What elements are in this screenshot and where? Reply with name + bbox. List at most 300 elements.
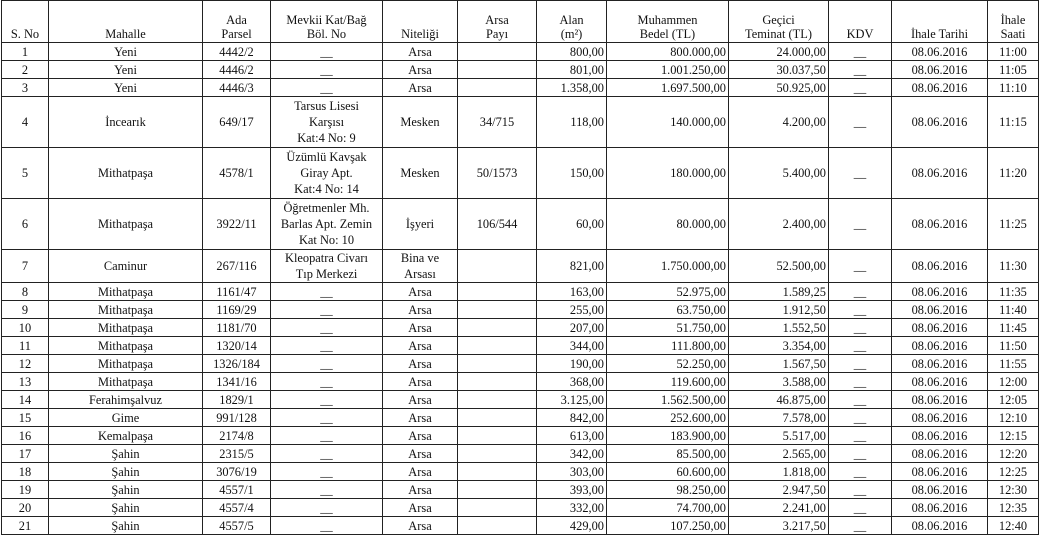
cell-nitelik <box>383 409 458 427</box>
cell-bedel: 74.700,00 <box>607 499 729 517</box>
cell-alan: 60,00 <box>537 199 607 250</box>
cell-alan: 1.358,00 <box>537 79 607 97</box>
cell-nitelik-line: Arsa <box>408 428 432 443</box>
cell-ada: 991/128 <box>203 409 271 427</box>
cell-saat: 12:00 <box>988 373 1039 391</box>
cell-sno: 19 <box>2 481 49 499</box>
cell-tarih: 08.06.2016 <box>892 148 988 199</box>
cell-saat: 11:35 <box>988 283 1039 301</box>
cell-nitelik <box>383 61 458 79</box>
table-row <box>2 499 1039 517</box>
cell-nitelik-line: Arsa <box>408 500 432 515</box>
cell-alan: 190,00 <box>537 355 607 373</box>
cell-pay <box>458 373 537 391</box>
cell-ada: 649/17 <box>203 97 271 148</box>
cell-saat: 11:50 <box>988 337 1039 355</box>
table-row <box>2 301 1039 319</box>
cell-alan: 800,00 <box>537 43 607 61</box>
cell-pay: 34/715 <box>458 97 537 148</box>
cell-mevkii-line: __ <box>320 62 333 77</box>
cell-tarih: 08.06.2016 <box>892 79 988 97</box>
header-ihale-saati-line: İhale <box>1000 13 1026 27</box>
cell-ada: 4446/2 <box>203 61 271 79</box>
cell-mevkii-line: Üzümlü Kavşak <box>286 150 367 164</box>
table-row <box>2 43 1039 61</box>
cell-mevkii-line: Kat:4 No: 14 <box>294 182 359 196</box>
cell-nitelik <box>383 283 458 301</box>
cell-mevkii-line: __ <box>320 338 333 353</box>
cell-tarih: 08.06.2016 <box>892 301 988 319</box>
cell-ada: 4446/3 <box>203 79 271 97</box>
cell-pay <box>458 445 537 463</box>
cell-tarih: 08.06.2016 <box>892 517 988 535</box>
cell-bedel: 51.750,00 <box>607 319 729 337</box>
cell-mevkii <box>271 391 383 409</box>
cell-sno: 4 <box>2 97 49 148</box>
cell-nitelik-line: Arsa <box>408 80 432 95</box>
cell-nitelik-line: Arsa <box>408 464 432 479</box>
cell-pay <box>458 337 537 355</box>
cell-kdv: __ <box>829 283 892 301</box>
cell-nitelik-line: Mesken <box>400 166 440 180</box>
cell-sno: 5 <box>2 148 49 199</box>
cell-tarih: 08.06.2016 <box>892 43 988 61</box>
cell-alan: 3.125,00 <box>537 391 607 409</box>
table-row <box>2 319 1039 337</box>
cell-mevkii <box>271 427 383 445</box>
cell-nitelik <box>383 517 458 535</box>
cell-mevkii-line: __ <box>320 302 333 317</box>
cell-teminat: 1.589,25 <box>729 283 829 301</box>
cell-bedel: 85.500,00 <box>607 445 729 463</box>
cell-kdv: __ <box>829 319 892 337</box>
cell-teminat: 3.588,00 <box>729 373 829 391</box>
cell-nitelik-line: Arsa <box>408 392 432 407</box>
cell-teminat: 2.241,00 <box>729 499 829 517</box>
cell-tarih: 08.06.2016 <box>892 97 988 148</box>
cell-sno: 14 <box>2 391 49 409</box>
cell-ada: 4442/2 <box>203 43 271 61</box>
cell-kdv: __ <box>829 463 892 481</box>
cell-teminat: 5.517,00 <box>729 427 829 445</box>
cell-mevkii <box>271 517 383 535</box>
cell-alan: 342,00 <box>537 445 607 463</box>
cell-mevkii-line: __ <box>320 464 333 479</box>
cell-teminat: 30.037,50 <box>729 61 829 79</box>
cell-kdv: __ <box>829 481 892 499</box>
cell-mevkii <box>271 337 383 355</box>
cell-mevkii <box>271 148 383 199</box>
cell-teminat: 1.818,00 <box>729 463 829 481</box>
cell-tarih: 08.06.2016 <box>892 199 988 250</box>
header-mevkii-line: Mevkii Kat/Bağ <box>286 13 367 27</box>
cell-nitelik-line: Arsa <box>408 320 432 335</box>
cell-saat: 11:10 <box>988 79 1039 97</box>
cell-bedel: 60.600,00 <box>607 463 729 481</box>
cell-bedel: 1.001.250,00 <box>607 61 729 79</box>
cell-mevkii <box>271 481 383 499</box>
cell-saat: 12:15 <box>988 427 1039 445</box>
cell-sno: 20 <box>2 499 49 517</box>
header-sno-line: S. No <box>10 27 40 41</box>
table-row <box>2 337 1039 355</box>
cell-bedel: 252.600,00 <box>607 409 729 427</box>
cell-mahalle: Mithatpaşa <box>49 283 203 301</box>
table-row <box>2 61 1039 79</box>
header-bedel-line: Bedel (TL) <box>639 27 696 41</box>
table-row <box>2 445 1039 463</box>
cell-tarih: 08.06.2016 <box>892 391 988 409</box>
table-row <box>2 481 1039 499</box>
cell-bedel: 111.800,00 <box>607 337 729 355</box>
cell-alan: 821,00 <box>537 250 607 283</box>
cell-nitelik <box>383 427 458 445</box>
cell-nitelik <box>383 391 458 409</box>
cell-mevkii-line: __ <box>320 356 333 371</box>
cell-mevkii-line: __ <box>320 374 333 389</box>
cell-nitelik-line: Arsa <box>408 482 432 497</box>
table-body <box>2 43 1039 535</box>
table-row <box>2 283 1039 301</box>
cell-ada: 1326/184 <box>203 355 271 373</box>
cell-teminat: 4.200,00 <box>729 97 829 148</box>
cell-mevkii <box>271 301 383 319</box>
table-row <box>2 409 1039 427</box>
cell-sno: 6 <box>2 199 49 250</box>
cell-mevkii <box>271 355 383 373</box>
cell-saat: 11:00 <box>988 43 1039 61</box>
cell-mevkii <box>271 79 383 97</box>
cell-nitelik <box>383 337 458 355</box>
table-row <box>2 79 1039 97</box>
cell-pay <box>458 355 537 373</box>
header-teminat <box>729 1 829 43</box>
cell-mahalle: Mithatpaşa <box>49 301 203 319</box>
cell-pay <box>458 463 537 481</box>
cell-mahalle: Ferahimşalvuz <box>49 391 203 409</box>
cell-alan: 613,00 <box>537 427 607 445</box>
cell-nitelik-line: Arsası <box>404 267 436 281</box>
header-ihale-tarihi-line: İhale Tarihi <box>910 27 969 41</box>
header-teminat-line: Teminat (TL) <box>745 27 812 41</box>
cell-mahalle: Mithatpaşa <box>49 148 203 199</box>
cell-mahalle: Şahin <box>49 481 203 499</box>
cell-bedel: 52.250,00 <box>607 355 729 373</box>
cell-mevkii-line: __ <box>320 482 333 497</box>
cell-mevkii <box>271 373 383 391</box>
header-bedel <box>607 1 729 43</box>
cell-teminat: 2.947,50 <box>729 481 829 499</box>
cell-pay <box>458 499 537 517</box>
cell-alan: 255,00 <box>537 301 607 319</box>
header-mevkii <box>271 1 383 43</box>
cell-teminat: 1.552,50 <box>729 319 829 337</box>
cell-kdv: __ <box>829 97 892 148</box>
cell-nitelik-line: Arsa <box>408 410 432 425</box>
cell-ada: 4557/4 <box>203 499 271 517</box>
cell-teminat: 5.400,00 <box>729 148 829 199</box>
cell-alan: 429,00 <box>537 517 607 535</box>
cell-kdv: __ <box>829 391 892 409</box>
cell-pay <box>458 61 537 79</box>
cell-nitelik <box>383 43 458 61</box>
cell-ada: 4557/1 <box>203 481 271 499</box>
cell-kdv: __ <box>829 499 892 517</box>
table-header-row <box>2 1 1039 43</box>
cell-alan: 344,00 <box>537 337 607 355</box>
header-kdv-line: KDV <box>846 27 874 41</box>
cell-kdv: __ <box>829 373 892 391</box>
cell-mevkii-line: Kat:4 No: 9 <box>297 131 356 145</box>
cell-tarih: 08.06.2016 <box>892 409 988 427</box>
cell-bedel: 98.250,00 <box>607 481 729 499</box>
cell-pay <box>458 250 537 283</box>
header-bedel-line: Muhammen <box>637 13 698 27</box>
cell-ada: 1320/14 <box>203 337 271 355</box>
table-row <box>2 373 1039 391</box>
cell-sno: 1 <box>2 43 49 61</box>
cell-ada: 4557/5 <box>203 517 271 535</box>
table-row <box>2 148 1039 199</box>
cell-pay <box>458 427 537 445</box>
cell-teminat: 24.000,00 <box>729 43 829 61</box>
cell-tarih: 08.06.2016 <box>892 481 988 499</box>
cell-nitelik-line: Arsa <box>408 356 432 371</box>
cell-tarih: 08.06.2016 <box>892 319 988 337</box>
cell-mevkii-line: __ <box>320 446 333 461</box>
table-row <box>2 427 1039 445</box>
cell-ada: 4578/1 <box>203 148 271 199</box>
cell-sno: 7 <box>2 250 49 283</box>
cell-teminat: 2.565,00 <box>729 445 829 463</box>
cell-pay <box>458 517 537 535</box>
cell-mevkii-line: Öğretmenler Mh. <box>283 201 370 215</box>
cell-mahalle: Mithatpaşa <box>49 373 203 391</box>
header-ada-parsel-line: Parsel <box>221 27 252 41</box>
cell-saat: 12:10 <box>988 409 1039 427</box>
cell-sno: 2 <box>2 61 49 79</box>
cell-mevkii <box>271 409 383 427</box>
cell-pay <box>458 301 537 319</box>
cell-mevkii <box>271 61 383 79</box>
cell-mevkii <box>271 445 383 463</box>
cell-teminat: 2.400,00 <box>729 199 829 250</box>
cell-mahalle: Kemalpaşa <box>49 427 203 445</box>
cell-ada: 2315/5 <box>203 445 271 463</box>
header-ada-parsel-line: Ada <box>226 13 247 27</box>
cell-teminat: 3.217,50 <box>729 517 829 535</box>
cell-bedel: 63.750,00 <box>607 301 729 319</box>
cell-mahalle: Mithatpaşa <box>49 337 203 355</box>
cell-teminat: 52.500,00 <box>729 250 829 283</box>
cell-ada: 1169/29 <box>203 301 271 319</box>
cell-nitelik <box>383 463 458 481</box>
cell-nitelik <box>383 301 458 319</box>
cell-kdv: __ <box>829 43 892 61</box>
cell-kdv: __ <box>829 79 892 97</box>
cell-saat: 11:30 <box>988 250 1039 283</box>
header-ada-parsel <box>203 1 271 43</box>
cell-pay <box>458 481 537 499</box>
cell-mevkii-line: Barlas Apt. Zemin <box>280 217 373 231</box>
cell-tarih: 08.06.2016 <box>892 355 988 373</box>
cell-kdv: __ <box>829 337 892 355</box>
cell-sno: 11 <box>2 337 49 355</box>
table-row <box>2 355 1039 373</box>
cell-saat: 12:05 <box>988 391 1039 409</box>
header-mevkii-line: Böl. No <box>306 27 347 41</box>
cell-mevkii-line: __ <box>320 44 333 59</box>
cell-mevkii-line: __ <box>320 518 333 533</box>
auction-table <box>1 0 1039 535</box>
header-kdv <box>829 1 892 43</box>
header-arsa-payi-line: Arsa <box>485 13 509 27</box>
header-teminat-line: Geçici <box>762 13 795 27</box>
cell-mevkii <box>271 97 383 148</box>
cell-sno: 15 <box>2 409 49 427</box>
cell-bedel: 80.000,00 <box>607 199 729 250</box>
cell-sno: 17 <box>2 445 49 463</box>
cell-nitelik <box>383 250 458 283</box>
cell-mevkii <box>271 43 383 61</box>
cell-ada: 1829/1 <box>203 391 271 409</box>
cell-nitelik <box>383 319 458 337</box>
cell-nitelik-line: Arsa <box>408 338 432 353</box>
cell-sno: 9 <box>2 301 49 319</box>
cell-mevkii <box>271 499 383 517</box>
cell-pay: 50/1573 <box>458 148 537 199</box>
cell-nitelik <box>383 445 458 463</box>
cell-mahalle: Caminur <box>49 250 203 283</box>
cell-tarih: 08.06.2016 <box>892 373 988 391</box>
table-row <box>2 97 1039 148</box>
cell-teminat: 1.567,50 <box>729 355 829 373</box>
cell-ada: 1161/47 <box>203 283 271 301</box>
cell-sno: 8 <box>2 283 49 301</box>
cell-alan: 842,00 <box>537 409 607 427</box>
cell-ada: 1181/70 <box>203 319 271 337</box>
cell-pay <box>458 409 537 427</box>
cell-nitelik <box>383 481 458 499</box>
cell-alan: 368,00 <box>537 373 607 391</box>
cell-mahalle: Yeni <box>49 61 203 79</box>
cell-mahalle: Şahin <box>49 499 203 517</box>
cell-saat: 11:40 <box>988 301 1039 319</box>
cell-kdv: __ <box>829 250 892 283</box>
cell-mevkii-line: __ <box>320 284 333 299</box>
cell-tarih: 08.06.2016 <box>892 499 988 517</box>
cell-alan: 150,00 <box>537 148 607 199</box>
cell-mevkii <box>271 199 383 250</box>
cell-mahalle: Yeni <box>49 79 203 97</box>
cell-mevkii <box>271 283 383 301</box>
cell-mevkii <box>271 319 383 337</box>
cell-mahalle: Mithatpaşa <box>49 199 203 250</box>
cell-ada: 2174/8 <box>203 427 271 445</box>
cell-pay <box>458 391 537 409</box>
cell-nitelik-line: Mesken <box>400 115 440 129</box>
cell-nitelik-line: Arsa <box>408 374 432 389</box>
cell-mevkii-line: __ <box>320 410 333 425</box>
header-arsa-payi-line: Payı <box>485 27 509 41</box>
cell-teminat: 3.354,00 <box>729 337 829 355</box>
cell-nitelik-line: Arsa <box>408 518 432 533</box>
cell-kdv: __ <box>829 355 892 373</box>
cell-alan: 118,00 <box>537 97 607 148</box>
cell-mahalle: Gime <box>49 409 203 427</box>
cell-teminat: 50.925,00 <box>729 79 829 97</box>
cell-saat: 11:45 <box>988 319 1039 337</box>
cell-saat: 11:20 <box>988 148 1039 199</box>
cell-nitelik-line: İşyeri <box>405 217 435 231</box>
cell-ada: 3922/11 <box>203 199 271 250</box>
cell-kdv: __ <box>829 199 892 250</box>
header-nitelik <box>383 1 458 43</box>
cell-alan: 332,00 <box>537 499 607 517</box>
cell-bedel: 800.000,00 <box>607 43 729 61</box>
cell-alan: 393,00 <box>537 481 607 499</box>
cell-mevkii-line: __ <box>320 80 333 95</box>
cell-bedel: 180.000,00 <box>607 148 729 199</box>
cell-saat: 12:40 <box>988 517 1039 535</box>
header-sno <box>2 1 49 43</box>
cell-pay: 106/544 <box>458 199 537 250</box>
cell-nitelik-line: Arsa <box>408 446 432 461</box>
cell-alan: 801,00 <box>537 61 607 79</box>
cell-nitelik <box>383 355 458 373</box>
cell-kdv: __ <box>829 301 892 319</box>
cell-ada: 3076/19 <box>203 463 271 481</box>
header-ihale-saati-line: Saati <box>1000 27 1026 41</box>
cell-mahalle: Şahin <box>49 517 203 535</box>
cell-mahalle: Yeni <box>49 43 203 61</box>
table-row <box>2 391 1039 409</box>
cell-nitelik <box>383 79 458 97</box>
cell-nitelik-line: Arsa <box>408 44 432 59</box>
cell-mahalle: Şahin <box>49 445 203 463</box>
cell-nitelik-line: Arsa <box>408 302 432 317</box>
cell-sno: 10 <box>2 319 49 337</box>
cell-saat: 12:20 <box>988 445 1039 463</box>
cell-teminat: 46.875,00 <box>729 391 829 409</box>
header-ihale-tarihi <box>892 1 988 43</box>
table-row <box>2 517 1039 535</box>
cell-bedel: 140.000,00 <box>607 97 729 148</box>
cell-kdv: __ <box>829 517 892 535</box>
cell-bedel: 1.750.000,00 <box>607 250 729 283</box>
cell-mevkii-line: Tarsus Lisesi <box>294 99 359 113</box>
header-alan-line: Alan <box>559 13 584 27</box>
header-arsa-payi <box>458 1 537 43</box>
cell-mahalle: İncearık <box>49 97 203 148</box>
cell-mevkii-line: __ <box>320 500 333 515</box>
cell-saat: 12:30 <box>988 481 1039 499</box>
cell-saat: 12:35 <box>988 499 1039 517</box>
cell-tarih: 08.06.2016 <box>892 445 988 463</box>
cell-mevkii-line: __ <box>320 428 333 443</box>
cell-sno: 21 <box>2 517 49 535</box>
cell-mevkii <box>271 463 383 481</box>
cell-sno: 12 <box>2 355 49 373</box>
cell-teminat: 1.912,50 <box>729 301 829 319</box>
cell-saat: 12:25 <box>988 463 1039 481</box>
cell-mahalle: Mithatpaşa <box>49 319 203 337</box>
cell-nitelik-line: Arsa <box>408 284 432 299</box>
cell-tarih: 08.06.2016 <box>892 61 988 79</box>
cell-tarih: 08.06.2016 <box>892 337 988 355</box>
cell-nitelik <box>383 373 458 391</box>
header-mahalle-line: Mahalle <box>105 27 146 41</box>
